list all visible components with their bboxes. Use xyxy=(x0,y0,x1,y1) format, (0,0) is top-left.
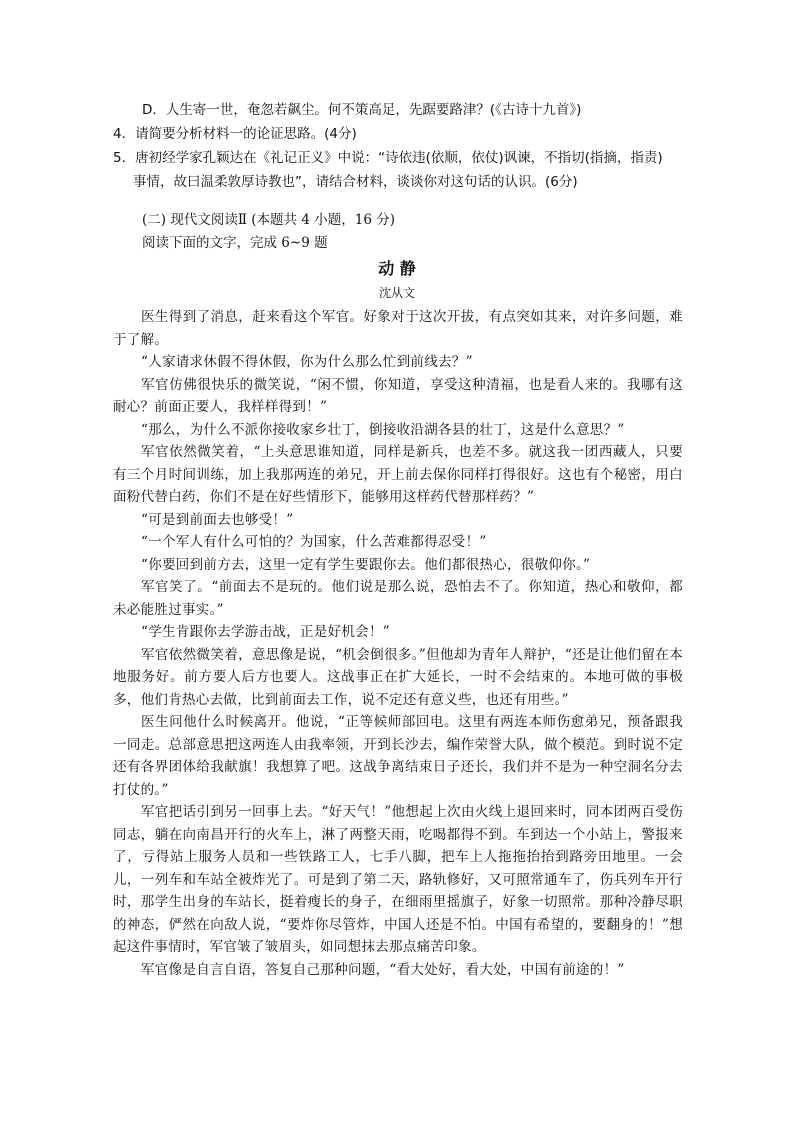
article-paragraph: “学生肯跟你去学游击战，正是好机会！” xyxy=(141,624,391,640)
article-paragraph: “那么，为什么不派你接收家乡壮丁，倒接收沿湖各县的壮丁，这是什么意思？” xyxy=(141,421,625,438)
article-paragraph: “可是到前面去也够受！” xyxy=(141,511,294,528)
article-paragraph: 军官把话引到另一回事上去。“好天气！”他想起上次由火线上退回来时，同本团两百受伤同志，躺在向南昌开行的火车上，淋了两整天雨，吃喝都得不到。车到达一个小站上，警报来了，亏得站上服务人员和一些铁路工人，七手八脚，把车上人拖拖抬抬到路旁田地里。一会儿，一列车和车站全被炸光了。可是到了第二天，路轨修好，又可照常通车了，伤兵列车开行时，那学生出身的车站长，挺着瘦长的身子，在细雨里摇旗子，好象一切照常。那种冷静尽职的神态，俨然在向敌人说，“要炸你尽管炸，中国人还是不怕。中国有希望的，要翻身的！”想起这件事情时，军官皱了皱眉头，如同想抹去那点痛苦印象。 xyxy=(113,804,683,955)
article-paragraph: “人家请求休假不得休假，你为什么那么忙到前线去？” xyxy=(141,354,473,370)
question-5-line-1: 5．唐初经学家孔颖达在《礼记正义》中说：“诗依违(依顺，依仗)讽谏，不指切(指摘，指责) xyxy=(113,150,663,166)
article-title: 动 静 xyxy=(378,259,416,278)
article-paragraph: “一个军人有什么可怕的？为国家，什么苦难都得忍受！” xyxy=(141,534,487,550)
article-paragraph: 军官像是自言自语，答复自己那种问题，“看大处好，看大处，中国有前途的！” xyxy=(141,961,625,978)
question-4: 4．请简要分析材料一的论证思路。(4分) xyxy=(113,126,357,142)
article-paragraph: 医生得到了消息，赶来看这个军官。好象对于这次开拔，有点突如其来，对许多问题，难于了解。 xyxy=(113,309,683,348)
article-paragraph: 军官依然微笑着，“上头意思谁知道，同样是新兵，也差不多。就这我一团西藏人，只要有三个月时间训练，加上我那两连的弟兄，开上前去保你同样打得很好。这也有个秘密，用白面粉代替白药，你们不是在好些情形下，能够用这样药代替那样药？” xyxy=(113,444,683,505)
article-paragraph: 医生问他什么时候离开。他说，“正等候师部回电。这里有两连本师伤愈弟兄，预备跟我一同走。总部意思把这两连人由我率领，开到长沙去，编作荣誉大队，做个模范。到时说不定还有各界团体给我献旗！我想算了吧。这战争离结束日子还长，我们并不是为一种空洞名分去打仗的。” xyxy=(113,714,683,798)
article-paragraph: 军官笑了。“前面去不是玩的。他们说是那么说，恐怕去不了。你知道，热心和敬仰，都未必能胜过事实。” xyxy=(113,579,683,618)
article-paragraph: 军官仿佛很快乐的微笑说，“闲不惯，你知道，享受这种清福，也是看人来的。我哪有这耐心？前面正要人，我样样得到！” xyxy=(113,376,683,415)
article-paragraph: “你要回到前方去，这里一定有学生要跟你去。他们都很热心，很敬仰你。” xyxy=(141,556,591,573)
section-instruction: 阅读下面的文字，完成 6~9 题 xyxy=(142,235,328,251)
article-body xyxy=(113,306,683,981)
section-heading: (二) 现代文阅读Ⅱ (本题共 4 小题，16 分) xyxy=(142,212,395,228)
article-paragraph: 军官依然微笑着，意思像是说，“机会倒很多。”但他却为青年人辩护，“还是让他们留在本地服务好。前方要人后方也要人。这战事正在扩大延长，一时不会结束的。本地可做的事极多，他们肯热心去做，比到前面去工作，说不定还有意义些，也还有用些。” xyxy=(113,646,683,708)
option-d: D．人生寄一世，奄忽若飙尘。何不策高足，先踞要路津？(《古诗十九首》) xyxy=(142,102,582,118)
question-5-line-2: 事情，故曰温柔敦厚诗教也”，请结合材料，谈谈你对这句话的认识。(6分) xyxy=(133,174,578,190)
article-author: 沈从文 xyxy=(378,286,415,300)
